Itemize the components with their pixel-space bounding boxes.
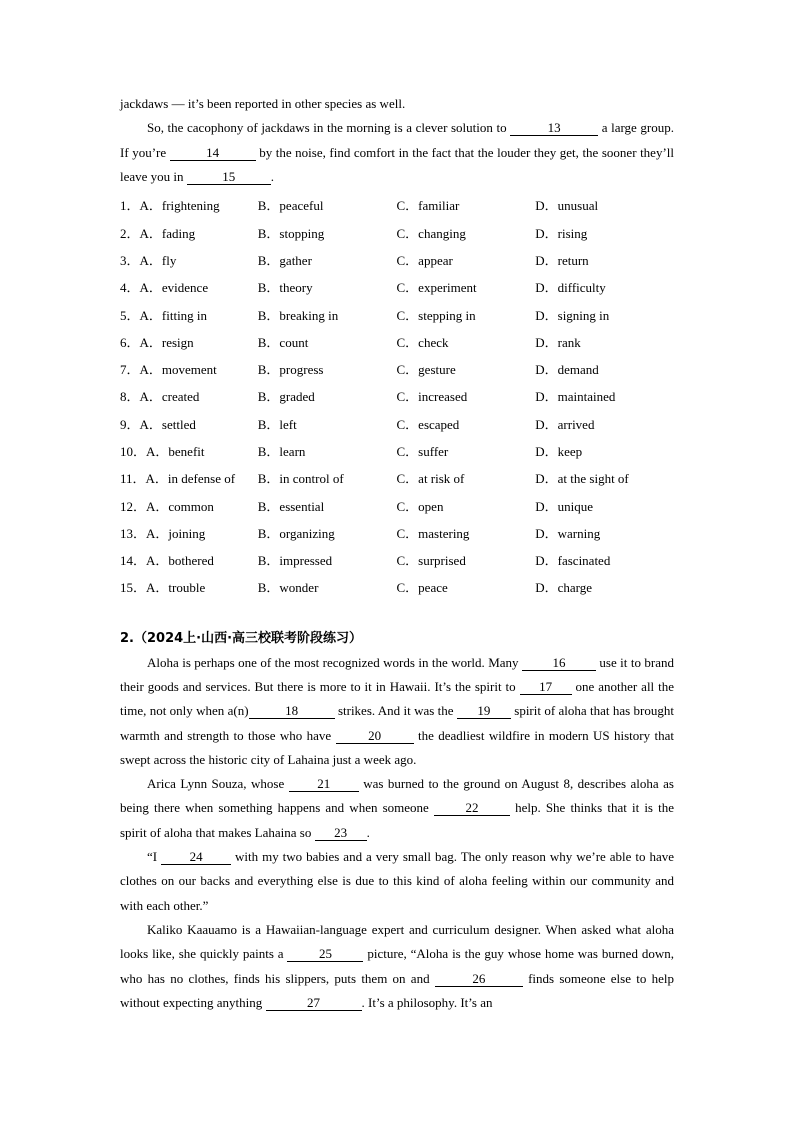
text-segment: the deadliest wildfire in modern US history that swept across the historic city of Lahaina just a week ago. bbox=[120, 727, 674, 767]
option-c[interactable]: C．stepping in bbox=[396, 307, 476, 323]
option-a[interactable]: 5．A．fitting in bbox=[120, 307, 208, 323]
text-segment: picture, “Aloha is the guy whose home was burned down, who has no clothes, finds his slippers, puts them on and bbox=[120, 946, 674, 986]
answer-blank-18[interactable]: 18 bbox=[249, 704, 335, 719]
option-c[interactable]: C．check bbox=[396, 334, 449, 350]
text-segment: was burned to the ground on August 8, describes aloha as being there when something happens and when someone bbox=[120, 776, 674, 816]
option-b[interactable]: B．impressed bbox=[257, 553, 333, 569]
text-segment: . bbox=[270, 168, 275, 184]
option-a[interactable]: 1．A．frightening bbox=[120, 198, 220, 214]
text-segment: a large group. If you’re bbox=[120, 120, 674, 160]
option-d[interactable]: D．fascinated bbox=[535, 553, 611, 569]
text-segment: Aloha is perhaps one of the most recognized words in the world. Many bbox=[147, 654, 522, 670]
text-segment: finds someone else to help without expecting anything bbox=[120, 970, 674, 1010]
option-a[interactable]: 13．A．joining bbox=[120, 525, 206, 541]
text-segment: . It’s a philosophy. It’s an bbox=[361, 994, 493, 1010]
option-a[interactable]: 14．A．bothered bbox=[120, 553, 214, 569]
option-d[interactable]: D．unique bbox=[535, 498, 594, 514]
text-segment: with my two babies and a very small bag. The only reason why we’re able to have clothes on our backs and everything else is due to this kind of aloha feeling within our community and with each other.” bbox=[120, 849, 674, 913]
answer-blank-26[interactable]: 26 bbox=[435, 972, 523, 987]
option-c[interactable]: C．gesture bbox=[396, 362, 456, 378]
option-c[interactable]: C．escaped bbox=[396, 416, 460, 432]
option-b[interactable]: B．learn bbox=[257, 444, 306, 459]
closing-paragraph bbox=[120, 116, 674, 189]
option-d[interactable]: D．arrived bbox=[535, 416, 595, 432]
option-a[interactable]: 8．A．created bbox=[120, 389, 200, 405]
option-d[interactable]: D．keep bbox=[535, 444, 583, 459]
answer-blank-16[interactable]: 16 bbox=[522, 656, 596, 671]
option-b[interactable]: B．in control of bbox=[257, 471, 344, 487]
answer-blank-14[interactable]: 14 bbox=[170, 146, 256, 161]
text-segment: strikes. And it was the bbox=[334, 703, 457, 719]
option-a[interactable]: 3．A．fly bbox=[120, 252, 177, 268]
option-c[interactable]: C．surprised bbox=[396, 553, 466, 569]
answer-blank-19[interactable]: 19 bbox=[457, 704, 511, 719]
option-d[interactable]: D．unusual bbox=[535, 198, 599, 214]
answer-blank-22[interactable]: 22 bbox=[434, 801, 510, 816]
text-segment: one another all the time, not only when a(n) bbox=[120, 678, 674, 719]
text-segment: use it to brand their goods and services. But there is more to it in Hawaii. It’s the spirit to bbox=[120, 654, 674, 694]
option-a[interactable]: 15．A．trouble bbox=[120, 580, 206, 596]
option-a[interactable]: 7．A．movement bbox=[120, 362, 217, 378]
text-segment: . bbox=[366, 824, 370, 840]
option-b[interactable]: B．essential bbox=[257, 498, 325, 514]
answer-blank-21[interactable]: 21 bbox=[289, 777, 359, 792]
option-b[interactable]: B．graded bbox=[257, 389, 315, 405]
option-d[interactable]: D．signing in bbox=[535, 307, 610, 323]
option-row bbox=[120, 573, 674, 600]
text-segment: Kaliko Kaauamo is a Hawaiian-language expert and curriculum designer. When asked what aloha looks like, she quickly paints a bbox=[120, 921, 674, 962]
option-d[interactable]: D．rising bbox=[535, 225, 588, 241]
option-row bbox=[120, 218, 674, 245]
passage-paragraph-2 bbox=[120, 772, 674, 845]
option-a[interactable]: 11．A．in defense of bbox=[120, 471, 236, 487]
option-b[interactable]: B．wonder bbox=[257, 580, 319, 596]
option-c[interactable]: C．appear bbox=[396, 252, 453, 268]
option-b[interactable]: B．stopping bbox=[257, 225, 325, 241]
text-segment: So, the cacophony of jackdaws in the morning is a clever solution to bbox=[147, 120, 511, 136]
passage-paragraph-4 bbox=[120, 918, 674, 1015]
option-row bbox=[120, 437, 674, 464]
option-a[interactable]: 10．A．benefit bbox=[120, 444, 205, 459]
option-d[interactable]: D．return bbox=[535, 252, 589, 268]
option-a[interactable]: 9．A．settled bbox=[120, 416, 196, 432]
text-segment: “I bbox=[147, 849, 162, 865]
answer-blank-27[interactable]: 27 bbox=[266, 996, 362, 1011]
option-b[interactable]: B．organizing bbox=[257, 525, 335, 541]
text-segment: by the noise, find comfort in the fact that the louder they get, the sooner they’ll leave you in bbox=[120, 144, 674, 184]
answer-blank-15[interactable]: 15 bbox=[187, 170, 271, 185]
option-row bbox=[120, 246, 674, 273]
option-c[interactable]: C．familiar bbox=[396, 198, 460, 214]
option-d[interactable]: D．difficulty bbox=[535, 280, 606, 296]
option-row bbox=[120, 191, 674, 218]
option-c[interactable]: C．increased bbox=[396, 389, 468, 405]
option-c[interactable]: C．open bbox=[396, 498, 444, 514]
option-c[interactable]: C．mastering bbox=[396, 525, 470, 541]
option-d[interactable]: D．rank bbox=[535, 334, 581, 350]
passage-paragraph-3 bbox=[120, 845, 674, 918]
option-row bbox=[120, 491, 674, 518]
question-2-title: 2.（2024上·山西·高三校联考阶段练习） bbox=[120, 630, 363, 646]
option-b[interactable]: B．theory bbox=[257, 280, 313, 296]
option-d[interactable]: D．maintained bbox=[535, 389, 616, 405]
option-c[interactable]: C．experiment bbox=[396, 280, 477, 296]
option-b[interactable]: B．gather bbox=[257, 252, 312, 268]
intro-line: jackdaws — it’s been reported in other species as well. bbox=[120, 96, 406, 111]
option-d[interactable]: D．demand bbox=[535, 362, 599, 378]
option-b[interactable]: B．peaceful bbox=[257, 198, 324, 214]
option-row bbox=[120, 519, 674, 546]
option-row bbox=[120, 273, 674, 300]
option-c[interactable]: C．at risk of bbox=[396, 471, 465, 487]
option-row bbox=[120, 464, 674, 491]
option-a[interactable]: 2．A．fading bbox=[120, 225, 196, 241]
option-d[interactable]: D．charge bbox=[535, 580, 593, 596]
option-a[interactable]: 12．A．common bbox=[120, 498, 214, 514]
option-d[interactable]: D．at the sight of bbox=[535, 471, 629, 487]
answer-blank-20[interactable]: 20 bbox=[336, 729, 414, 744]
option-row bbox=[120, 382, 674, 409]
answer-blank-24[interactable]: 24 bbox=[161, 850, 231, 865]
answer-blank-17[interactable]: 17 bbox=[520, 680, 572, 695]
option-row bbox=[120, 328, 674, 355]
option-row bbox=[120, 410, 674, 437]
options-list bbox=[120, 191, 674, 600]
option-row bbox=[120, 300, 674, 327]
text-segment: Arica Lynn Souza, whose bbox=[147, 776, 289, 792]
option-row bbox=[120, 546, 674, 573]
option-c[interactable]: C．peace bbox=[396, 580, 448, 596]
option-c[interactable]: C．changing bbox=[396, 225, 466, 241]
answer-blank-23[interactable]: 23 bbox=[315, 826, 367, 841]
text-segment: help. She thinks that it is the spirit of aloha that makes Lahaina so bbox=[120, 800, 674, 840]
option-b[interactable]: B．breaking in bbox=[257, 307, 339, 323]
option-c[interactable]: C．suffer bbox=[396, 444, 449, 459]
option-d[interactable]: D．warning bbox=[535, 525, 601, 541]
text-segment: spirit of aloha that has brought warmth and strength to those who have bbox=[120, 703, 675, 743]
option-row bbox=[120, 355, 674, 382]
option-a[interactable]: 4．A．evidence bbox=[120, 280, 209, 296]
option-b[interactable]: B．left bbox=[257, 416, 297, 432]
option-b[interactable]: B．count bbox=[257, 334, 309, 350]
passage-paragraph-1 bbox=[120, 651, 674, 772]
answer-blank-25[interactable]: 25 bbox=[287, 947, 363, 962]
option-b[interactable]: B．progress bbox=[257, 362, 324, 378]
option-a[interactable]: 6．A．resign bbox=[120, 334, 194, 350]
answer-blank-13[interactable]: 13 bbox=[510, 121, 598, 136]
document-page bbox=[120, 92, 674, 1015]
